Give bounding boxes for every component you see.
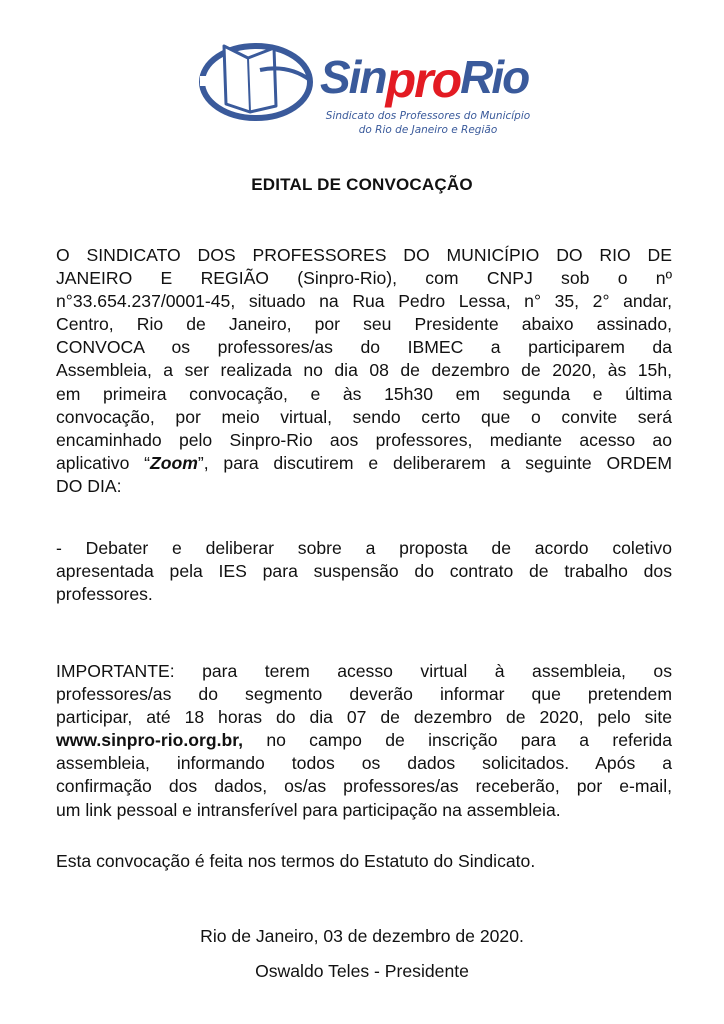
- convocation-paragraph: [56, 244, 672, 498]
- paragraph-line: convocação, por meio virtual, sendo certo que o convite será: [56, 406, 672, 427]
- logo-subtitle-line2: do Rio de Janeiro e Região: [358, 124, 498, 136]
- signature: Oswaldo Teles - Presidente: [255, 961, 469, 981]
- agenda-line: apresentada pela IES para suspensão do contrato de trabalho dos: [56, 561, 672, 582]
- logo-wordmark: SinproRio: [320, 51, 529, 108]
- paragraph-line: DO DIA:: [56, 475, 122, 496]
- paragraph-line: Centro, Rio de Janeiro, por seu Presidente abaixo assinado,: [56, 314, 672, 335]
- important-paragraph: [56, 660, 672, 822]
- paragraph-line: Assembleia, a ser realizada no dia 08 de dezembro de 2020, às 15h,: [56, 360, 672, 381]
- statute-note: [56, 850, 672, 873]
- place-date: Rio de Janeiro, 03 de dezembro de 2020.: [200, 926, 524, 946]
- important-line: confirmação dos dados, os/as professores/as receberão, por e-mail,: [56, 776, 672, 797]
- paragraph-line: n°33.654.237/0001-45, situado na Rua Pedro Lessa, n° 35, 2° andar,: [56, 291, 672, 312]
- statute-note-text: Esta convocação é feita nos termos do Estatuto do Sindicato.: [56, 851, 536, 871]
- paragraph-line: encaminhado pelo Sinpro-Rio aos professores, mediante acesso ao: [56, 429, 672, 450]
- important-line: participar, até 18 horas do dia 07 de dezembro de 2020, pelo site: [56, 707, 672, 728]
- agenda-paragraph: [56, 537, 672, 606]
- paragraph-line: O SINDICATO DOS PROFESSORES DO MUNICÍPIO DO RIO DE: [56, 245, 672, 265]
- site-link[interactable]: www.sinpro-rio.org.br,: [56, 730, 244, 751]
- paragraph-line: JANEIRO E REGIÃO (Sinpro-Rio), com CNPJ sob o nº: [56, 268, 672, 289]
- open-book-icon: [198, 36, 316, 122]
- important-line-site: www.sinpro-rio.org.br, no campo de inscrição para a referida: [56, 730, 672, 751]
- paragraph-line: em primeira convocação, e às 15h30 em segunda e última: [56, 383, 672, 404]
- paragraph-line: CONVOCA os professores/as do IBMEC a participarem da: [56, 337, 672, 358]
- zoom-app-name: Zoom: [150, 452, 198, 473]
- important-line: assembleia, informando todos os dados solicitados. Após a: [56, 753, 672, 774]
- document-title: EDITAL DE CONVOCAÇÃO: [251, 175, 473, 194]
- important-line: um link pessoal e intransferível para participação na assembleia.: [56, 799, 561, 820]
- sinpro-rio-logo: [198, 36, 538, 156]
- paragraph-line-zoom: aplicativo “Zoom”, para discutirem e deliberarem a seguinte ORDEM: [56, 452, 672, 473]
- logo-subtitle-line1: Sindicato dos Professores do Município: [325, 110, 531, 122]
- agenda-line: - Debater e deliberar sobre a proposta de acordo coletivo: [56, 538, 672, 558]
- important-line: professores/as do segmento deverão informar que pretendem: [56, 684, 672, 705]
- agenda-line: professores.: [56, 584, 153, 605]
- important-line: IMPORTANTE: para terem acesso virtual à assembleia, os: [56, 661, 672, 681]
